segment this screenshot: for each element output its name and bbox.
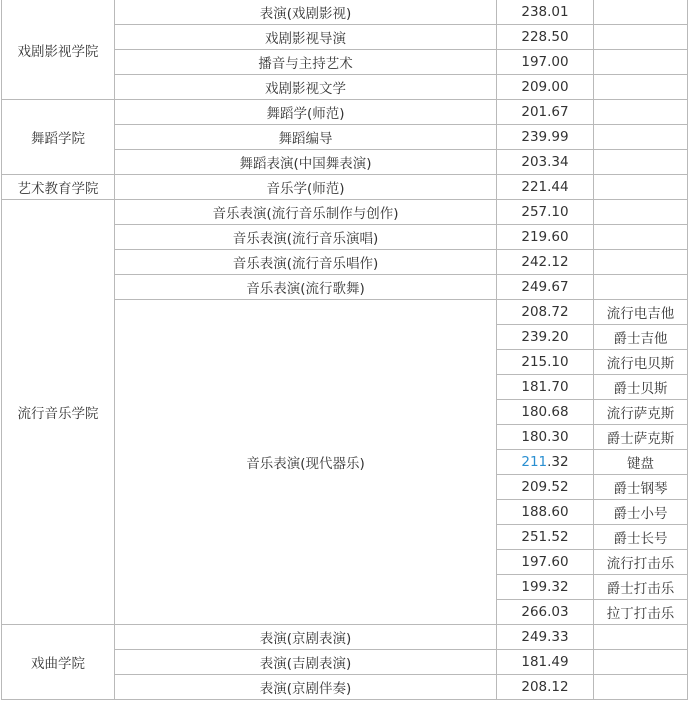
table-row: [2, 200, 688, 225]
direction-cell: [594, 175, 688, 200]
score-cell: 215.10: [497, 350, 594, 375]
college-cell: 艺术教育学院: [2, 175, 115, 200]
direction-cell: 流行电贝斯: [594, 350, 688, 375]
direction-cell: 爵士萨克斯: [594, 425, 688, 450]
score-cell: 251.52: [497, 525, 594, 550]
direction-cell: 流行打击乐: [594, 550, 688, 575]
score-cell: 239.99: [497, 125, 594, 150]
major-cell: 戏剧影视文学: [115, 75, 497, 100]
direction-cell: [594, 650, 688, 675]
score-cell: 257.10: [497, 200, 594, 225]
direction-cell: [594, 250, 688, 275]
direction-cell: [594, 675, 688, 700]
direction-cell: 拉丁打击乐: [594, 600, 688, 625]
table-row: [2, 175, 688, 200]
score-cell: 180.30: [497, 425, 594, 450]
college-cell: 戏曲学院: [2, 625, 115, 700]
score-cell: 249.33: [497, 625, 594, 650]
score-cell: 197.60: [497, 550, 594, 575]
direction-cell: [594, 100, 688, 125]
score-cell: 249.67: [497, 275, 594, 300]
score-cell: 221.44: [497, 175, 594, 200]
score-cell: 203.34: [497, 150, 594, 175]
direction-cell: 爵士贝斯: [594, 375, 688, 400]
direction-cell: 爵士长号: [594, 525, 688, 550]
score-cell: 242.12: [497, 250, 594, 275]
score-cell: 238.01: [497, 0, 594, 25]
major-cell: 舞蹈表演(中国舞表演): [115, 150, 497, 175]
table-row: [2, 0, 688, 25]
direction-cell: [594, 75, 688, 100]
major-cell: 音乐学(师范): [115, 175, 497, 200]
score-cell: 266.03: [497, 600, 594, 625]
direction-cell: 键盘: [594, 450, 688, 475]
major-cell: 播音与主持艺术: [115, 50, 497, 75]
college-cell: 舞蹈学院: [2, 100, 115, 175]
major-cell: 舞蹈编导: [115, 125, 497, 150]
direction-cell: [594, 625, 688, 650]
major-cell: 戏剧影视导演: [115, 25, 497, 50]
table-row: [2, 100, 688, 125]
major-cell: 表演(吉剧表演): [115, 650, 497, 675]
score-cell: 209.52: [497, 475, 594, 500]
score-cell: 199.32: [497, 575, 594, 600]
direction-cell: 爵士小号: [594, 500, 688, 525]
score-cell: 208.72: [497, 300, 594, 325]
major-cell: 音乐表演(流行音乐演唱): [115, 225, 497, 250]
score-cell: 197.00: [497, 50, 594, 75]
score-cell: 208.12: [497, 675, 594, 700]
direction-cell: [594, 125, 688, 150]
major-cell: 表演(戏剧影视): [115, 0, 497, 25]
score-cell: 188.60: [497, 500, 594, 525]
score-cell: 201.67: [497, 100, 594, 125]
direction-cell: 流行萨克斯: [594, 400, 688, 425]
score-cell: 219.60: [497, 225, 594, 250]
score-cell: 181.70: [497, 375, 594, 400]
score-cell: 181.49: [497, 650, 594, 675]
direction-cell: [594, 200, 688, 225]
score-cell: 209.00: [497, 75, 594, 100]
direction-cell: 爵士吉他: [594, 325, 688, 350]
score-cell: 180.68: [497, 400, 594, 425]
score-suffix: .32: [547, 454, 569, 470]
major-cell: 表演(京剧表演): [115, 625, 497, 650]
direction-cell: [594, 50, 688, 75]
score-cell: 239.20: [497, 325, 594, 350]
major-cell: 音乐表演(流行歌舞): [115, 275, 497, 300]
direction-cell: [594, 25, 688, 50]
major-cell: 音乐表演(现代器乐): [115, 300, 497, 625]
major-cell: 音乐表演(流行音乐唱作): [115, 250, 497, 275]
direction-cell: [594, 150, 688, 175]
major-cell: 表演(京剧伴奏): [115, 675, 497, 700]
major-cell: 音乐表演(流行音乐制作与创作): [115, 200, 497, 225]
college-cell: 戏剧影视学院: [2, 0, 115, 100]
direction-cell: 爵士钢琴: [594, 475, 688, 500]
direction-cell: 爵士打击乐: [594, 575, 688, 600]
score-cell: 228.50: [497, 25, 594, 50]
table-row: [2, 625, 688, 650]
score-table: [1, 0, 688, 700]
direction-cell: [594, 0, 688, 25]
direction-cell: [594, 275, 688, 300]
score-cell: [497, 450, 594, 475]
direction-cell: [594, 225, 688, 250]
college-cell: 流行音乐学院: [2, 200, 115, 625]
direction-cell: 流行电吉他: [594, 300, 688, 325]
major-cell: 舞蹈学(师范): [115, 100, 497, 125]
score-link[interactable]: 211: [521, 454, 548, 470]
